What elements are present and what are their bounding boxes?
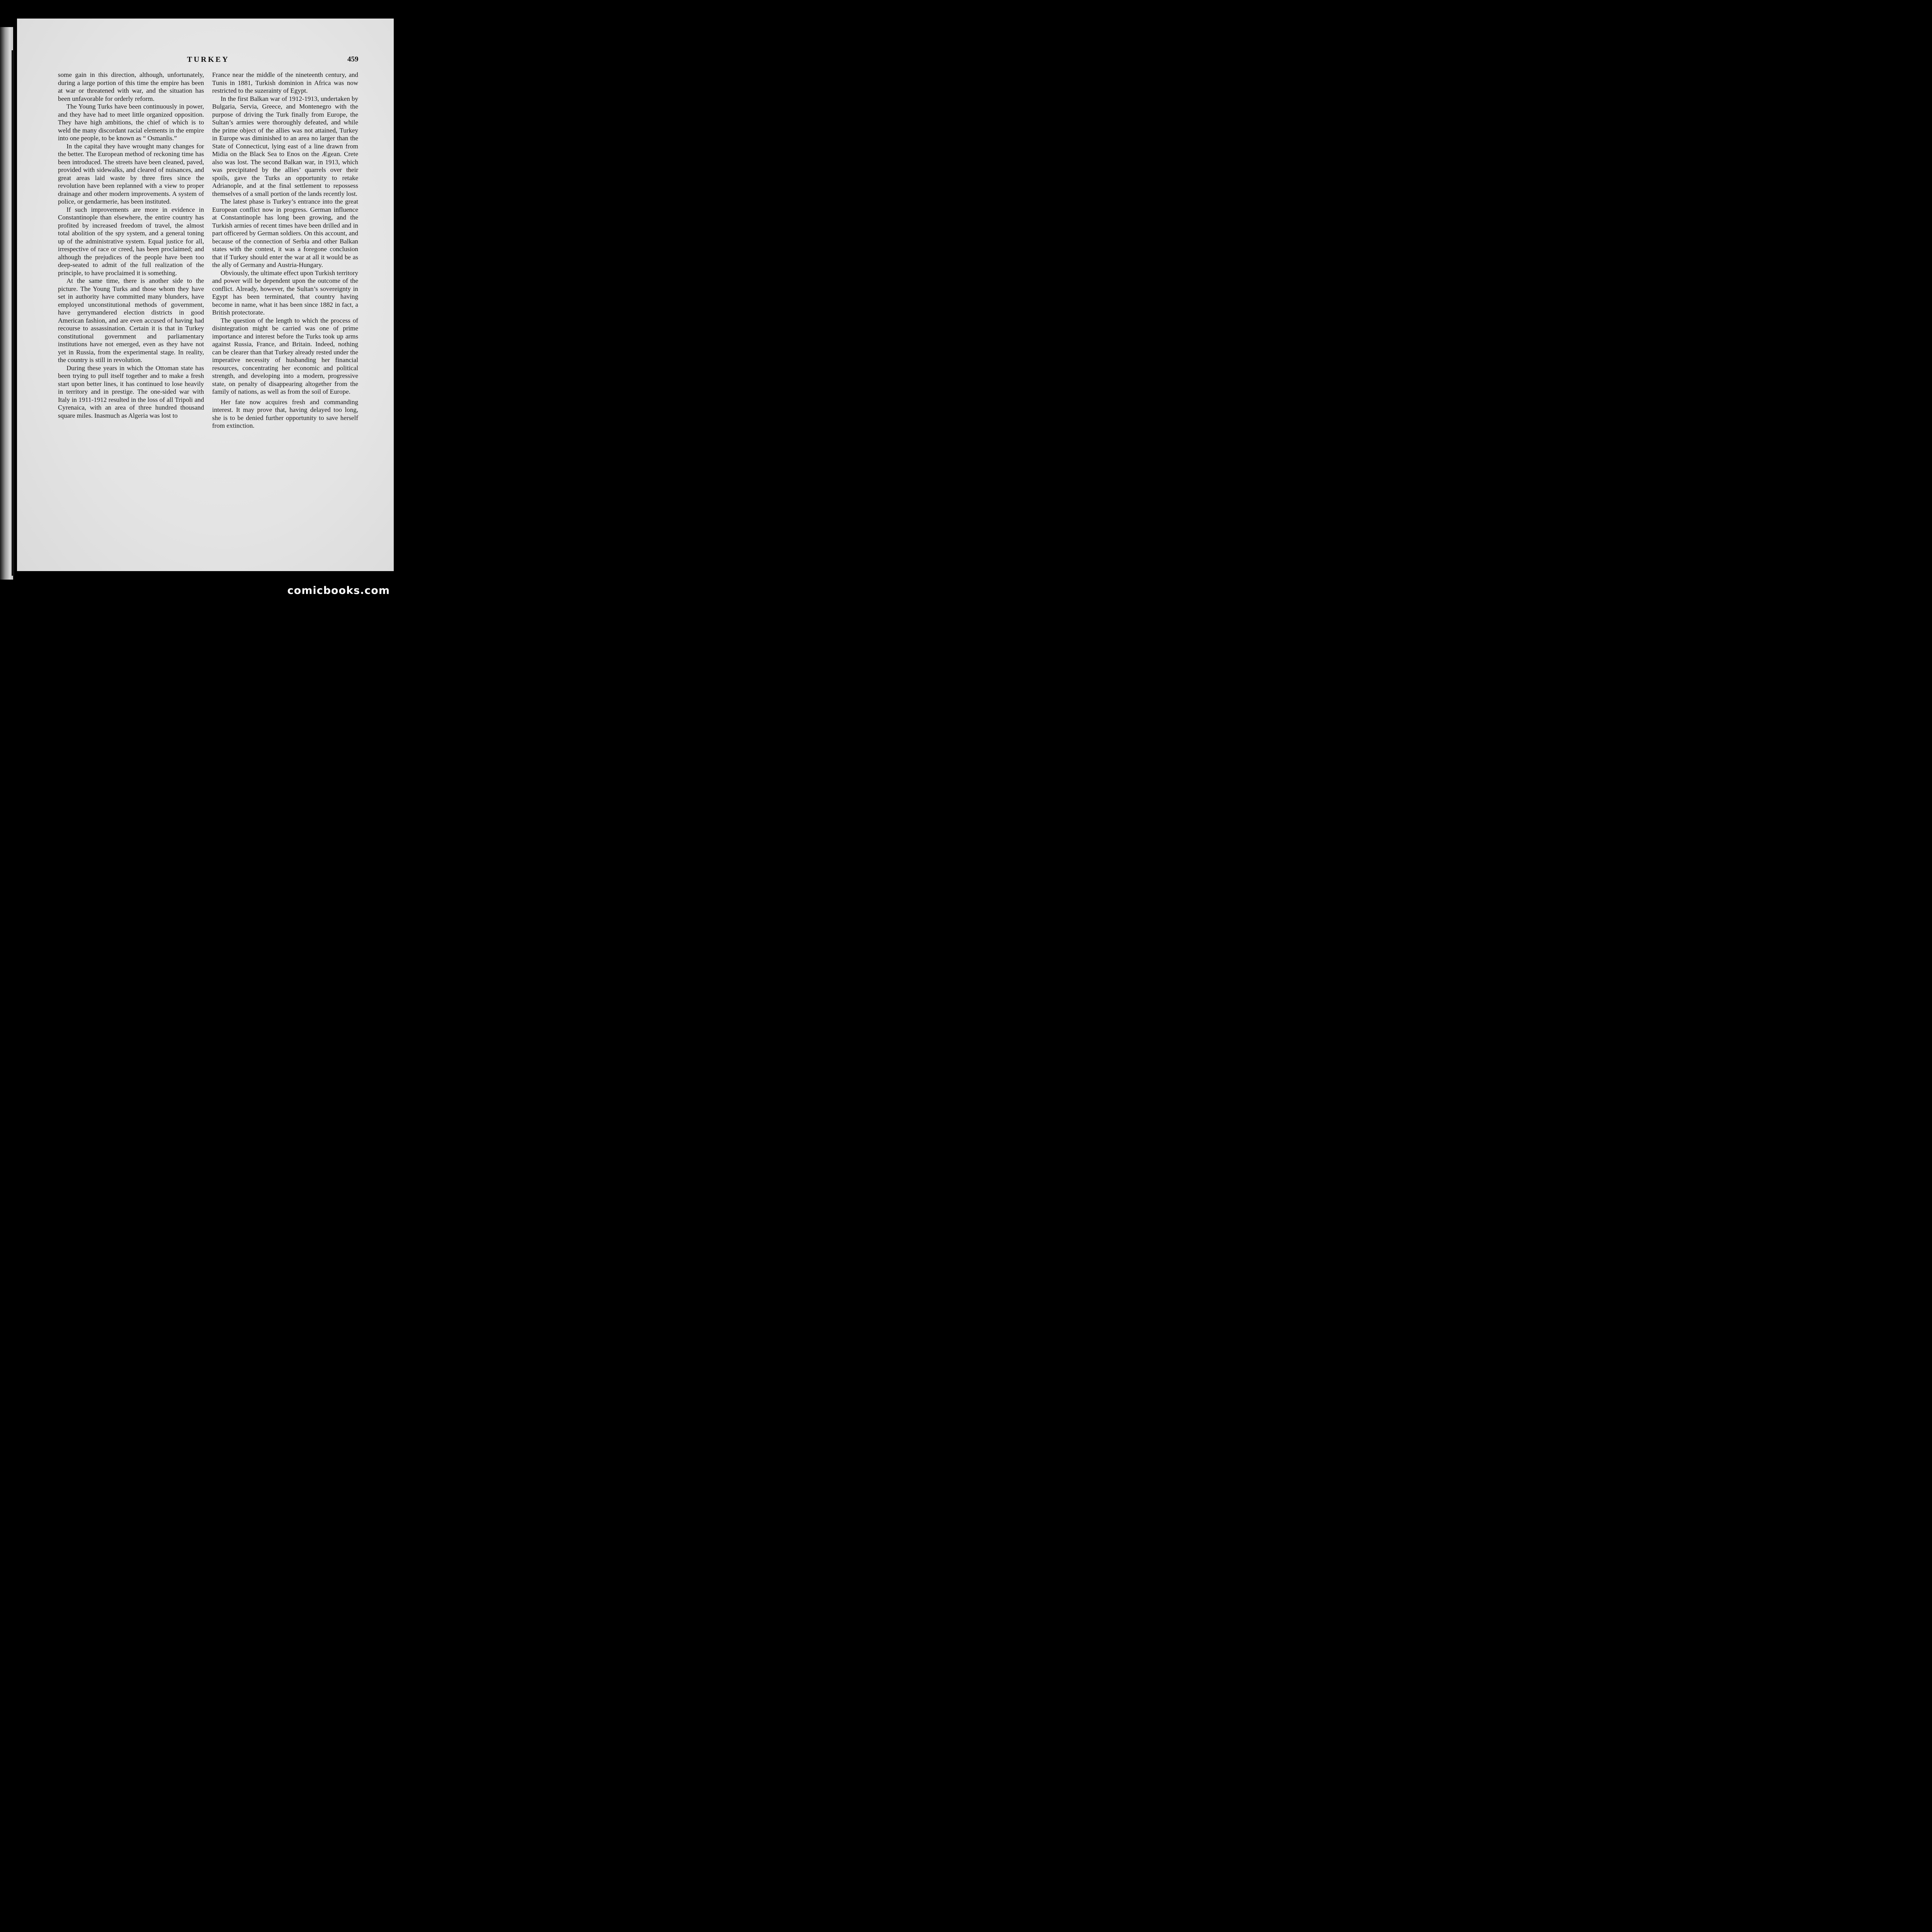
paragraph: At the same time, there is another side to the picture. The Young Turks and those whom they have set in authority have committed many blunders, have employed unconstitutional methods of government, have gerrymandered election districts in good American fashion, and are even accused of having had recourse to assassination. Certain it is that in Turkey constitutional government and parliamentary institutions have not emerged, even as they have not yet in Russia, from the experimental stage. In reality, the country is still in revolution. bbox=[58, 277, 204, 364]
paragraph: Obviously, the ultimate effect upon Turkish territory and power will be dependent upon the outcome of the conflict. Already, however, the Sultan’s sovereignty in Egypt has been terminated, that country having become in name, what it has been since 1882 in fact, a British protectorate. bbox=[212, 269, 359, 316]
paragraph: The question of the length to which the process of disintegration might be carried was one of prime importance and interest before the Turks took up arms against Russia, France, and Britain. Indeed, nothing can be clearer than that Turkey already rested under the imperative necessity of husbanding her financial resources, concentrating her economic and political strength, and developing into a modern, progressive state, on penalty of disappearing altogether from the family of nations, as well as from the soil of Europe. bbox=[212, 316, 358, 395]
paragraph: The Young Turks have been continuously in power, and they have had to meet little organized opposition. They have high ambitions, the chief of which is to weld the many discordant racial elements in the empire into one people, to be known as “ Osmanlis.” bbox=[58, 103, 204, 142]
paragraph: In the capital they have wrought many changes for the better. The European method of reckoning time has been introduced. The streets have been cleaned, paved, provided with sidewalks, and cleared of nuisances, and great areas laid waste by three fires since the revolution have been replanned with a view to proper drainage and other modern improvements. A system of police, or gendarmerie, has been instituted. bbox=[58, 142, 204, 205]
paragraph: The latest phase is Turkey’s entrance into the great European conflict now in progress. German influence at Constantinople has long been growing, and the Turkish armies of recent times have been drilled and in part officered by German soldiers. On this account, and because of the connection of Serbia and other Balkan states with the contest, it was a foregone conclusion that if Turkey should enter the war at all it would be as the ally of Germany and Austria-Hungary. bbox=[212, 198, 358, 269]
watermark: comicbooks.com bbox=[287, 585, 390, 597]
paragraph: During these years in which the Ottoman state has been trying to pull itself together and to make a fresh start upon better lines, it has continued to lose heavily in territory and in prestige. The one-sided war with Italy in 1911-1912 resulted in the loss of all Tripoli and Cyrenaica, with an area of three hundred thousand square miles. Inasmuch as Algeria was lost to bbox=[58, 364, 204, 419]
paragraph: France near the middle of the nineteenth century, and Tunis in 1881, Turkish dominion in Africa was now restricted to the suzerainty of Egypt. bbox=[212, 71, 358, 94]
left-column bbox=[58, 71, 204, 420]
right-column bbox=[212, 71, 358, 430]
page-number: 459 bbox=[347, 55, 359, 63]
binding-shadow bbox=[12, 50, 14, 576]
paragraph: some gain in this direction, although, unfortunately, during a large portion of this time the empire has been at war or threatened with war, and the situation has been unfavorable for orderly reform. bbox=[58, 71, 204, 102]
paragraph: In the first Balkan war of 1912-1913, undertaken by Bulgaria, Servia, Greece, and Montenegro with the purpose of driving the Turk finally from Europe, the Sultan’s armies were thoroughly defeated, and while the prime object of the allies was not attained, Turkey in Europe was diminished to an area no larger than the State of Connecticut, lying east of a line drawn from Midia on the Black Sea to Enos on the Ægean. Crete also was lost. The second Balkan war, in 1913, which was precipitated by the allies’ quarrels over their spoils, gave the Turks an opportunity to retake Adrianople, and at the final settlement to repossess themselves of a small portion of the lands recently lost. bbox=[212, 95, 358, 197]
page-header bbox=[0, 55, 398, 65]
running-title: TURKEY bbox=[187, 55, 230, 64]
adjacent-page-edge bbox=[0, 27, 13, 580]
paragraph: If such improvements are more in evidence in Constantinople than elsewhere, the entire country has profited by increased freedom of travel, the almost total abolition of the spy system, and a general toning up of the administrative system. Equal justice for all, irrespective of race or creed, has been proclaimed; and although the prejudices of the people have been too deep-seated to admit of the full realization of the principle, to have proclaimed it is something. bbox=[58, 206, 204, 277]
scan-border bbox=[394, 0, 398, 606]
paragraph: Her fate now acquires fresh and commanding interest. It may prove that, having delayed too long, she is to be denied further opportunity to save herself from extinction. bbox=[212, 398, 358, 429]
